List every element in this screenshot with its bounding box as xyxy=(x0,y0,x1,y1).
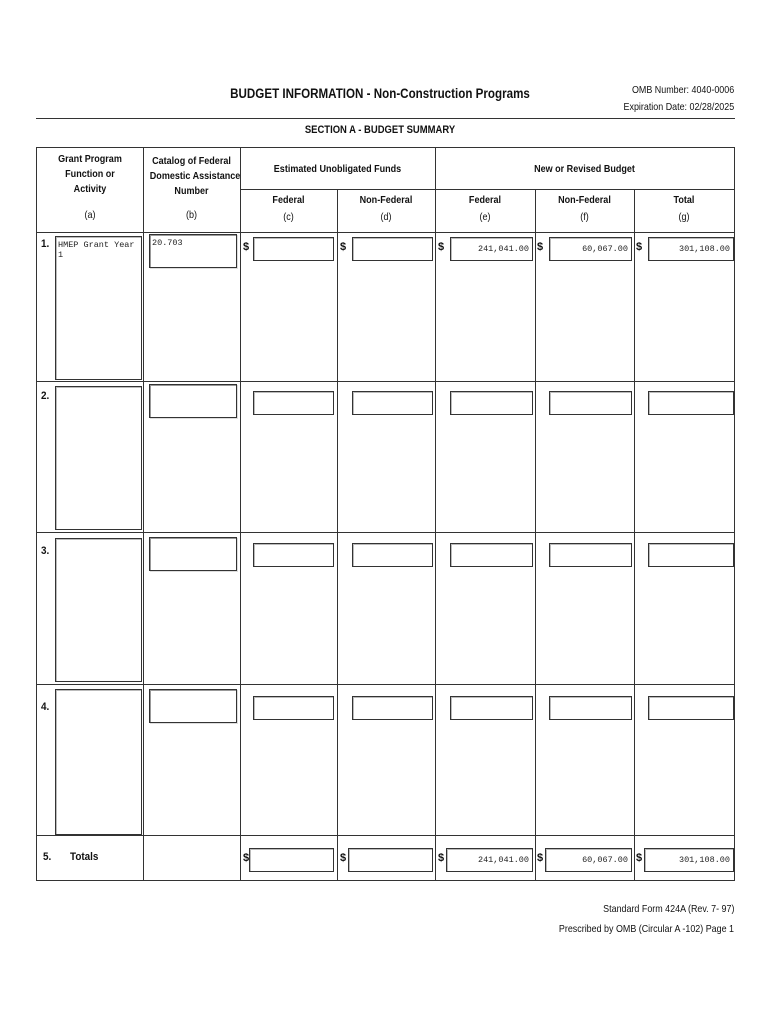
totals-e-field[interactable]: 241,041.00 xyxy=(446,848,533,872)
row-1-d-dollar: $ xyxy=(340,241,347,253)
row-4-cfda-field[interactable] xyxy=(149,689,237,723)
row-divider-3 xyxy=(37,684,734,685)
row-1-g-field[interactable]: 301,108.00 xyxy=(648,237,734,261)
col-a-header: Grant Program Function or Activity xyxy=(58,153,122,195)
row-1-f-field[interactable]: 60,067.00 xyxy=(549,237,632,261)
col-e-letter: (e) xyxy=(479,211,491,223)
row-4-program-field[interactable] xyxy=(55,689,142,835)
row-4-g-field[interactable] xyxy=(648,696,734,720)
row-2-e-field[interactable] xyxy=(450,391,533,415)
row-2-g-field[interactable] xyxy=(648,391,734,415)
row-1-number: 1. xyxy=(41,238,50,250)
row-2-f-field[interactable] xyxy=(549,391,632,415)
row-2-cfda-field[interactable] xyxy=(149,384,237,418)
row-divider-2 xyxy=(37,532,734,533)
row-1-program-field[interactable]: HMEP Grant Year 1 xyxy=(55,236,142,380)
row-4-c-field[interactable] xyxy=(253,696,334,720)
prescribed-by: Prescribed by OMB (Circular A -102) Page 1 xyxy=(558,923,734,935)
col-e-header: Federal xyxy=(468,194,502,206)
col-divider-de xyxy=(435,148,436,880)
col-divider-ab xyxy=(143,148,144,880)
totals-d-dollar: $ xyxy=(340,852,347,864)
row-1-g-dollar: $ xyxy=(636,241,643,253)
col-divider-ef xyxy=(535,190,536,880)
row-3-f-field[interactable] xyxy=(549,543,632,567)
header-bottom-line xyxy=(37,232,734,233)
col-d-letter: (d) xyxy=(380,211,392,223)
row-1-c-dollar: $ xyxy=(243,241,250,253)
row-2-program-field[interactable] xyxy=(55,386,142,530)
omb-info xyxy=(623,82,734,116)
row-divider-4 xyxy=(37,835,734,836)
row-3-c-field[interactable] xyxy=(253,543,334,567)
col-b-letter: (b) xyxy=(185,209,198,221)
totals-g-dollar: $ xyxy=(636,852,643,864)
row-1-e-field[interactable]: 241,041.00 xyxy=(450,237,533,261)
row-2-c-field[interactable] xyxy=(253,391,334,415)
row-1-cfda-field[interactable]: 20.703 xyxy=(149,234,237,268)
col-a-letter: (a) xyxy=(84,209,96,221)
totals-f-dollar: $ xyxy=(537,852,544,864)
totals-c-field[interactable] xyxy=(249,848,334,872)
row-3-program-field[interactable] xyxy=(55,538,142,682)
row-1-f-dollar: $ xyxy=(537,241,544,253)
row-4-e-field[interactable] xyxy=(450,696,533,720)
form-number: Standard Form 424A (Rev. 7- 97) xyxy=(602,903,734,915)
col-b-header: Catalog of Federal Domestic Assistance Number xyxy=(149,155,241,197)
row-3-d-field[interactable] xyxy=(352,543,433,567)
row-1-d-field[interactable] xyxy=(352,237,433,261)
expiration-date: Expiration Date: 02/28/2025 xyxy=(623,101,734,113)
col-c-letter: (c) xyxy=(283,211,294,223)
row-1-e-dollar: $ xyxy=(438,241,445,253)
row-3-number: 3. xyxy=(41,545,50,557)
row-1-c-field[interactable] xyxy=(253,237,334,261)
row-2-number: 2. xyxy=(41,390,50,402)
col-f-letter: (f) xyxy=(580,211,589,223)
group-header-divider xyxy=(240,189,734,190)
budget-summary-table xyxy=(36,147,735,881)
totals-number: 5. xyxy=(43,851,52,863)
row-3-cfda-field[interactable] xyxy=(149,537,237,571)
row-2-d-field[interactable] xyxy=(352,391,433,415)
col-g-header: Total xyxy=(673,194,695,206)
totals-g-field[interactable]: 301,108.00 xyxy=(644,848,734,872)
form-title: BUDGET INFORMATION - Non-Construction Programs xyxy=(230,86,530,101)
totals-label: Totals xyxy=(70,851,99,863)
row-4-f-field[interactable] xyxy=(549,696,632,720)
totals-c-dollar: $ xyxy=(243,852,250,864)
omb-number: OMB Number: 4040-0006 xyxy=(631,84,734,96)
totals-e-dollar: $ xyxy=(438,852,445,864)
header-divider xyxy=(36,118,735,119)
row-3-e-field[interactable] xyxy=(450,543,533,567)
totals-f-field[interactable]: 60,067.00 xyxy=(545,848,632,872)
col-divider-cd xyxy=(337,190,338,880)
col-divider-fg xyxy=(634,190,635,880)
row-3-g-field[interactable] xyxy=(648,543,734,567)
col-c-header: Federal xyxy=(272,194,305,206)
row-4-number: 4. xyxy=(41,701,50,713)
col-g-letter: (g) xyxy=(678,211,690,223)
group-unobligated-header: Estimated Unobligated Funds xyxy=(273,163,402,175)
col-f-header: Non-Federal xyxy=(558,194,611,206)
section-title: SECTION A - BUDGET SUMMARY xyxy=(304,124,456,136)
col-d-header: Non-Federal xyxy=(359,194,413,206)
col-divider-bc xyxy=(240,148,241,880)
row-divider-1 xyxy=(37,381,734,382)
group-new-budget-header: New or Revised Budget xyxy=(534,163,635,175)
row-4-d-field[interactable] xyxy=(352,696,433,720)
totals-d-field[interactable] xyxy=(348,848,433,872)
